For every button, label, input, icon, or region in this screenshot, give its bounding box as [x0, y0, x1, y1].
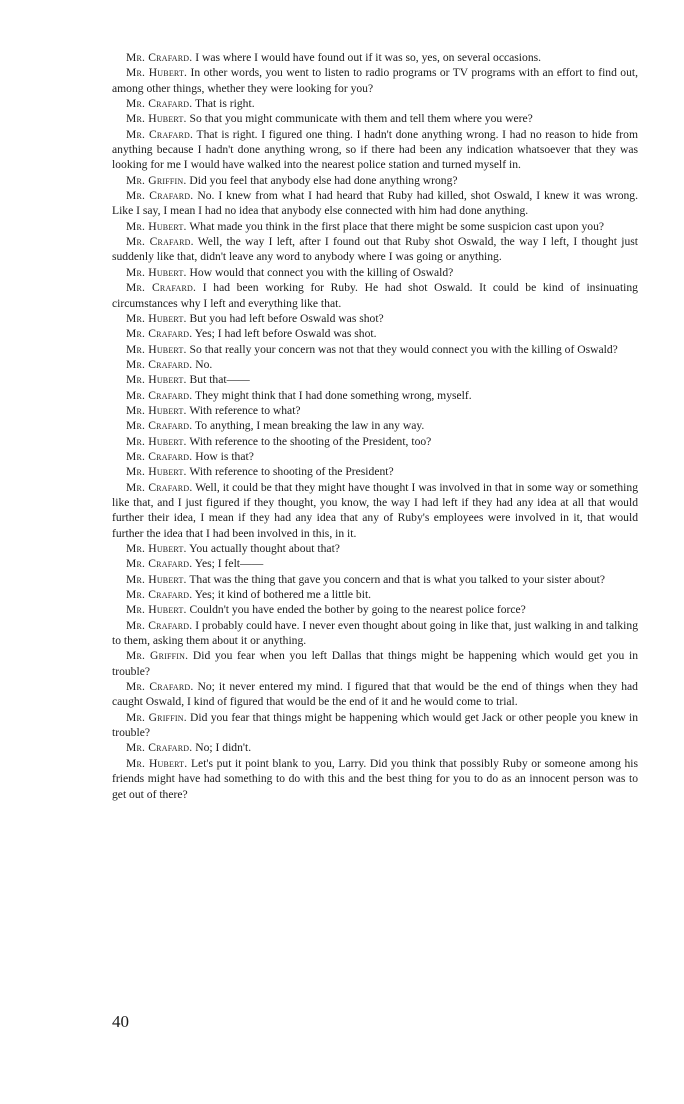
speaker-label: Mr. Crafard. [126, 281, 197, 295]
transcript-paragraph [112, 572, 638, 587]
speaker-label: Mr. Hubert. [126, 311, 187, 325]
transcript-paragraph [112, 50, 638, 65]
transcript-paragraph [112, 480, 638, 541]
speech-text: Did you fear that things might be happening which would get Jack or other people you knew in trouble? [112, 710, 639, 740]
speech-text: Yes; I had left before Oswald was shot. [192, 327, 377, 341]
speech-text: With reference to the shooting of the President, too? [186, 434, 432, 448]
speech-text: So that really your concern was not that they would connect you with the killing of Oswald? [186, 342, 618, 356]
transcript-paragraph [112, 127, 638, 173]
transcript-paragraph [112, 556, 638, 571]
transcript-paragraph [112, 740, 638, 755]
speaker-label: Mr. Hubert. [126, 219, 187, 233]
speaker-label: Mr. Crafard. [126, 419, 193, 433]
speaker-label: Mr. Crafard. [126, 480, 193, 494]
speaker-label: Mr. Crafard. [126, 327, 193, 341]
speaker-label: Mr. Hubert. [126, 342, 187, 356]
transcript-body [112, 50, 638, 802]
speaker-label: Mr. Hubert. [126, 112, 187, 126]
transcript-paragraph [112, 96, 638, 111]
speaker-label: Mr. Griffin. [126, 173, 187, 187]
speech-text: Yes; I felt—— [192, 557, 264, 571]
speaker-label: Mr. Hubert. [126, 756, 188, 770]
speech-text: I had been working for Ruby. He had shot Oswald. It could be kind of insinuating circumstances why I left and everything like that. [112, 281, 638, 310]
speaker-label: Mr. Hubert. [126, 603, 187, 617]
speaker-label: Mr. Crafard. [126, 388, 193, 402]
page-number: 40 [112, 1012, 129, 1031]
speech-text: Did you feel that anybody else had done anything wrong? [186, 173, 458, 187]
speech-text: That is right. [192, 97, 255, 111]
speech-text: That is right. I figured one thing. I hadn't done anything wrong. I had no reason to hide from anything because I hadn't done anything wrong, so if there had been any indication whatsoever that they was looking for me I would have walked into the nearest police station and turned myself in. [112, 127, 638, 172]
speech-text: I was where I would have found out if it was so, yes, on several occasions. [192, 51, 542, 64]
speech-text: But you had left before Oswald was shot? [186, 311, 384, 325]
transcript-paragraph [112, 65, 638, 96]
speech-text: What made you think in the first place that there might be some suspicion cast upon you? [186, 219, 605, 233]
speaker-label: Mr. Crafard. [126, 235, 194, 249]
speech-text: Well, the way I left, after I found out that Ruby shot Oswald, the way I left, I thought just suddenly like that, didn't leave any word to anybody where I was going or anything. [112, 235, 638, 264]
transcript-paragraph [112, 618, 638, 649]
transcript-paragraph [112, 602, 638, 617]
speech-text: So that you might communicate with them and tell them where you were? [186, 112, 533, 126]
transcript-paragraph [112, 418, 638, 433]
transcript-paragraph [112, 434, 638, 449]
speech-text: How would that connect you with the killing of Oswald? [186, 265, 454, 279]
transcript-paragraph [112, 756, 638, 802]
speech-text: With reference to what? [186, 403, 301, 417]
speech-text: In other words, you went to listen to radio programs or TV programs with an effort to find out, among other things, whether they were looking for you? [112, 66, 638, 95]
speech-text: To anything, I mean breaking the law in any way. [192, 419, 425, 433]
speaker-label: Mr. Crafard. [126, 127, 194, 141]
speaker-label: Mr. Crafard. [126, 618, 193, 632]
transcript-paragraph [112, 388, 638, 403]
speaker-label: Mr. Hubert. [126, 66, 188, 80]
speaker-label: Mr. Hubert. [126, 542, 187, 555]
transcript-paragraph [112, 188, 638, 219]
speech-text: No. I knew from what I had heard that Ruby had killed, shot Oswald, I knew it was wrong. Like I say, I mean I had no idea that anybody else connected with him had done anything. [112, 189, 638, 218]
transcript-paragraph [112, 219, 638, 234]
speech-text: I probably could have. I never even thought about going in like that, just walking in and talking to them, asking them about it or anything. [112, 618, 638, 648]
speaker-label: Mr. Hubert. [126, 265, 187, 279]
transcript-paragraph [112, 326, 638, 341]
speaker-label: Mr. Crafard. [126, 557, 193, 571]
speaker-label: Mr. Hubert. [126, 465, 187, 479]
transcript-paragraph [112, 464, 638, 479]
transcript-paragraph [112, 679, 638, 710]
speech-text: No; it never entered my mind. I figured that that would be the end of things when they had caught Oswald, I kind of figured that would be the end of it and he would come to trial. [112, 680, 638, 709]
transcript-paragraph [112, 342, 638, 357]
speech-text: They might think that I had done something wrong, myself. [192, 388, 472, 402]
speaker-label: Mr. Crafard. [126, 51, 193, 64]
speech-text: That was the thing that gave you concern and that is what you talked to your sister about? [186, 572, 605, 586]
transcript-paragraph [112, 357, 638, 372]
transcript-paragraph [112, 234, 638, 265]
transcript-paragraph [112, 541, 638, 556]
speaker-label: Mr. Hubert. [126, 373, 187, 387]
speech-text: Did you fear when you left Dallas that things might be happening which would get you in trouble? [112, 649, 638, 678]
speech-text: You actually thought about that? [186, 542, 340, 555]
speech-text: Let's put it point blank to you, Larry. Did you think that possibly Ruby or someone among his friends might have had something to do with this and the best thing for you to do as an innocent person was to get out of there? [112, 756, 638, 801]
transcript-paragraph [112, 648, 638, 679]
speaker-label: Mr. Crafard. [126, 588, 193, 602]
speaker-label: Mr. Hubert. [126, 434, 187, 448]
speaker-label: Mr. Crafard. [126, 189, 194, 203]
transcript-paragraph [112, 280, 638, 311]
speech-text: No. [192, 357, 213, 371]
transcript-paragraph [112, 710, 638, 741]
speech-text: Yes; it kind of bothered me a little bit. [192, 588, 372, 602]
speaker-label: Mr. Griffin. [126, 649, 189, 663]
speaker-label: Mr. Crafard. [126, 97, 193, 111]
speaker-label: Mr. Crafard. [126, 357, 193, 371]
speech-text: With reference to shooting of the President? [186, 465, 394, 479]
transcript-paragraph [112, 311, 638, 326]
speaker-label: Mr. Crafard. [126, 449, 193, 463]
transcript-paragraph [112, 173, 638, 188]
speaker-label: Mr. Griffin. [126, 710, 187, 724]
transcript-paragraph [112, 265, 638, 280]
transcript-paragraph [112, 403, 638, 418]
speaker-label: Mr. Hubert. [126, 403, 187, 417]
transcript-paragraph [112, 372, 638, 387]
speaker-label: Mr. Hubert. [126, 572, 187, 586]
speaker-label: Mr. Crafard. [126, 680, 194, 694]
speech-text: Couldn't you have ended the bother by going to the nearest police force? [186, 603, 526, 617]
speaker-label: Mr. Crafard. [126, 741, 193, 755]
speech-text: But that—— [186, 373, 250, 387]
speech-text: Well, it could be that they might have thought I was involved in that in some way or something like that, and I just figured if they thought, you know, the way I had left if they had any idea at all that would further their idea, I mean if they had any idea that any of Ruby's employees were involved in it, that would further the idea that I had been involved in this, in it. [112, 480, 638, 540]
speech-text: No; I didn't. [192, 741, 252, 755]
transcript-paragraph [112, 111, 638, 126]
transcript-paragraph [112, 449, 638, 464]
speech-text: How is that? [192, 449, 254, 463]
transcript-paragraph [112, 587, 638, 602]
